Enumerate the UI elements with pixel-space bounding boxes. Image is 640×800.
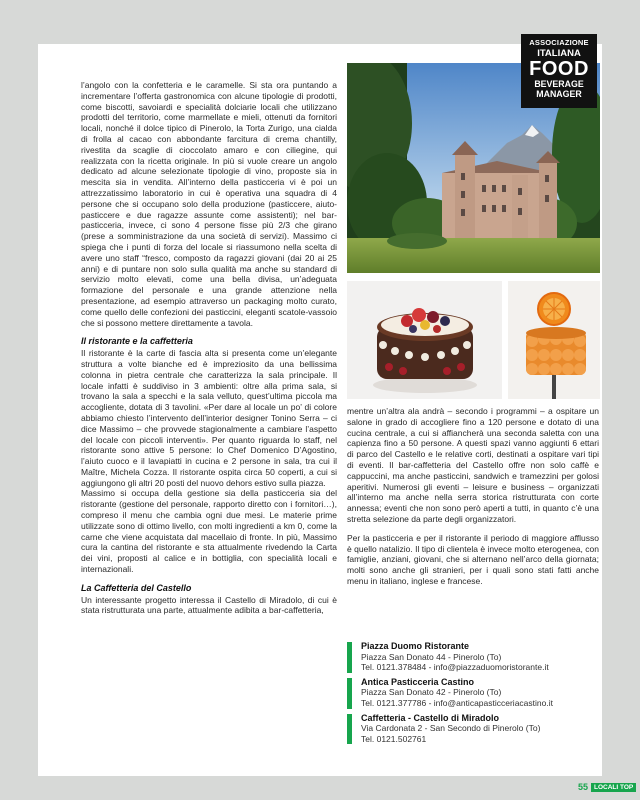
- contact-entry: [347, 641, 599, 673]
- page-number: 55: [578, 782, 589, 792]
- logo-line: MANAGER: [536, 88, 582, 99]
- contact-phone: Tel. 0121.502761: [361, 733, 427, 744]
- text-column-left: [81, 80, 337, 616]
- paragraph: Un interessante progetto interessa il Castello di Miradolo, di cui è stata ristrutturata una parte, attualmente adibita a bar-caffetteria,: [81, 594, 337, 616]
- section-label: LOCALI TOP: [591, 783, 636, 792]
- paragraph: Massimo si occupa della gestione sia della pasticceria sia del ristorante (gestione del personale, rapporto diretto con i fornitori…), compreso il menu che cambia ogni due mesi. Le materie prime utilizzate sono di ottimo livello, con molti ingredienti a km 0, come la carne che viene acquistata dal macellaio di fronte. In più, Massimo cura la cantina del ristorante e sta attualmente rivedendo la Carta dei vini, proposti al calice e in bottiglia, con specialità locali e internazionali.: [81, 488, 337, 575]
- text-column-right: [347, 406, 599, 587]
- contact-address: Via Cardonata 2 - San Secondo di Pinerolo (To): [361, 723, 541, 734]
- cake-photo-berries: [347, 281, 502, 399]
- logo-line: BEVERAGE: [534, 79, 584, 89]
- contact-phone: Tel. 0121.377786 - info@anticapasticceriacastino.it: [361, 697, 553, 708]
- green-bar: [347, 714, 352, 745]
- section-heading: La Caffetteria del Castello: [81, 582, 192, 593]
- contacts-box: [347, 641, 599, 748]
- paragraph: Il ristorante è la carte di fascia alta si presenta come un’elegante struttura a volte bianche ed è impreziosito da una bellissima colonna in pietra centrale che caratterizza la sala principale. Il locale infatti è suddiviso in 3 ambienti: oltre alla prima sala, si trovano la sala a specchi e la sala velluto, quest’ultima piccola ma accogliente, dotata di 3 tavolini. «Per dare al locale un po’ di colore abbiamo chiesto l’intervento dell’interior designer Tonino Serra – ci dice Massimo – che provvede stagionalmente a cambiare l’aspetto del locale con piccoli interventi». Per quanto riguarda lo staff, nel ristorante sono attive 5 persone: lo Chef Domenico D’Agostino, l’aiuto cuoco e il lavapiatti in cucina e 2 persone in sala, tra cui il Maître, Michela Cozza. Il ristorante ospita circa 50 coperti, a cui si aggiungono gli altri 20 posti del nuovo dehors estivo sulla piazza.: [81, 348, 337, 488]
- contact-name: Caffetteria - Castello di Miradolo: [361, 712, 500, 723]
- page-footer: [578, 782, 636, 792]
- contact-name: Antica Pasticceria Castino: [361, 676, 475, 687]
- cake-photo-orange: [508, 281, 600, 399]
- paragraph: mentre un’altra ala andrà – secondo i programmi – a ospitare un salone in grado di accogliere fino a 120 persone e dotato di una cucina centrale, a cui si affiancherà una seconda saletta con una capienza fino a 50 persone. A questi spazi vanno aggiunti 6 ettari di parco del Castello e le relative corti, destinati a ospitare vari tipi di eventi. Il bar-caffetteria del Castello offre non solo caffè e cappuccini, ma anche pasticcini, sandwich e tramezzini per golosi aperitivi. Numerosi gli eventi – leisure e business – organizzati all’interno ma anche nella serra storica ristrutturata con corte annessa; eventi che non sono però aperti a tutti, in quanto c’è una stretta selezione da parte degli organizzatori.: [347, 406, 599, 524]
- logo-line: ASSOCIAZIONE: [529, 38, 589, 47]
- logo-line: FOOD: [529, 58, 589, 80]
- contact-address: Piazza San Donato 42 - Pinerolo (To): [361, 687, 502, 698]
- contact-entry: [347, 713, 599, 745]
- paragraph: Per la pasticceria e per il ristorante il periodo di maggiore afflusso è quello natalizio. Il tipo di clientela è invece molto eterogenea, con famiglie, anziani, giovani, che si alternano nell’arco della giornata; molti sono anche gli stranieri, per i quali sono stati fatti anche menu in italiano, inglese e francese.: [347, 532, 599, 586]
- section-heading: Il ristorante e la caffetteria: [81, 336, 193, 347]
- contact-name: Piazza Duomo Ristorante: [361, 641, 470, 651]
- contact-phone: Tel. 0121.378484 - info@piazzaduomoristorante.it: [361, 662, 549, 673]
- green-bar: [347, 678, 352, 709]
- logo-line: ITALIANA: [537, 47, 581, 59]
- contact-entry: [347, 677, 599, 709]
- contact-address: Piazza San Donato 44 - Pinerolo (To): [361, 651, 502, 662]
- association-logo: [521, 34, 597, 108]
- paragraph: l’angolo con la confetteria e le caramelle. Si sta ora puntando a incrementare l’offerta gastronomica con alcune tipologie di prodotti, come biscotti, savoiardi e specialità dolciarie locali che utilizzano prodotti del territorio, come marmellate e mieli, ottenuti da fornitori locali, nonché il dolce tipico di Pinerolo, la Torta Zurigo, una cialda di frolla al cacao con abbondante farcitura di crema chantilly, rivestita da scaglie di cioccolato amaro e con ciliegine, qui realizzata con la ricetta originale. In più si vuole creare un angolo dedicato ad alcune selezionate tipologie di vino, proposte sia in mescita sia in vendita. All’interno della pasticceria vi è poi un attrezzatissimo laboratorio in cui è operativa una squadra di 4 persone che si occupano solo della produzione (pasticcere, aiuto-pasticcere e due ragazze assunte come assistenti); nel bar-pasticceria, invece, ci sono 4 persone fisse più 2/3 che girano (prese a somministrazione da una società di servizi). Massimo ci spiega che i punti di forza del locale si riassumono nella scelta di avere uno staff “fresco, composto da ragazzi giovani (dai 20 ai 25 anni) e di puntare non solo sulla qualità ma anche su standard di servizio molto elevati, come una bella divisa, un’adeguata formazione del personale e una grande attenzione nella presentazione, ad esempio attraverso un packaging molto curato, come quello delle confezioni dei pasticcini, eleganti scatole-vassoio che si possono mettere direttamente a tavola.: [81, 80, 337, 328]
- green-bar: [347, 642, 352, 673]
